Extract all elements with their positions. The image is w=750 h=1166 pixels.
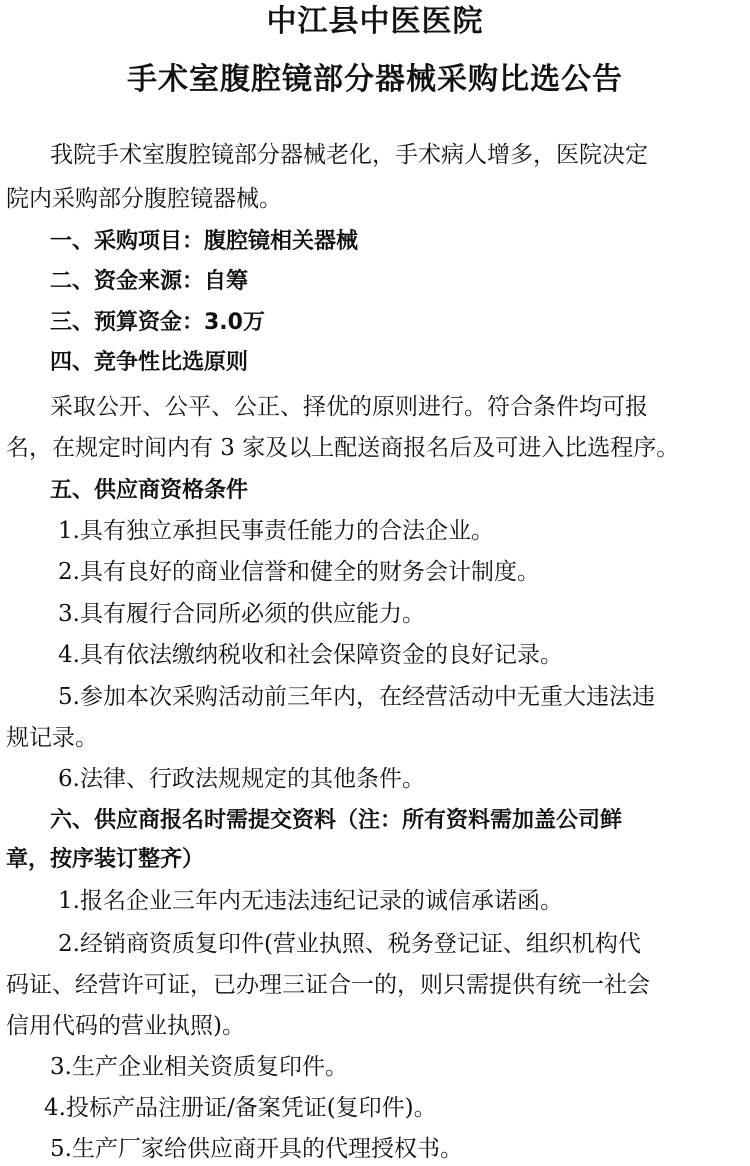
section-5-item-3: 3.具有履行合同所必须的供应能力。 <box>58 601 425 627</box>
section-6-item-3: 3.生产企业相关资质复印件。 <box>50 1054 348 1080</box>
section-4-heading: 四、竞争性比选原则 <box>50 350 249 375</box>
section-6-item-4: 4.投标产品注册证/备案凭证(复印件)。 <box>44 1095 437 1121</box>
section-5-item-2: 2.具有良好的商业信誉和健全的财务会计制度。 <box>58 559 540 585</box>
section-6-item-2-line-2: 码证、经营许可证，已办理三证合一的，则只需提供有统一社会 <box>6 972 650 998</box>
intro-line-2: 院内采购部分腹腔镜器械。 <box>6 186 282 212</box>
section-3-budget: 三、预算资金：3.0万 <box>50 310 265 335</box>
section-6-item-5: 5.生产厂家给供应商开具的代理授权书。 <box>50 1136 463 1162</box>
section-6-item-2-line-3: 信用代码的营业执照)。 <box>6 1013 245 1039</box>
announcement-title: 手术室腹腔镜部分器械采购比选公告 <box>127 62 623 97</box>
section-5-item-4: 4.具有依法缴纳税收和社会保障资金的良好记录。 <box>58 642 563 668</box>
section-2-fund-source: 二、资金来源：自筹 <box>50 269 249 294</box>
section-5-heading: 五、供应商资格条件 <box>50 478 249 503</box>
section-5-item-1: 1.具有独立承担民事责任能力的合法企业。 <box>58 518 494 544</box>
section-6-heading-line-2: 章，按序装订整齐） <box>6 847 205 872</box>
section-5-item-5-line-2: 规记录。 <box>6 725 98 751</box>
section-6-item-1: 1.报名企业三年内无违法违纪记录的诚信承诺函。 <box>58 888 563 914</box>
section-6-heading-line-1: 六、供应商报名时需提交资料（注：所有资料需加盖公司鲜 <box>50 808 623 833</box>
intro-line-1: 我院手术室腹腔镜部分器械老化，手术病人增多，医院决定 <box>50 142 648 168</box>
section-5-item-5-line-1: 5.参加本次采购活动前三年内，在经营活动中无重大违法违 <box>58 684 655 710</box>
section-5-item-6: 6.法律、行政法规规定的其他条件。 <box>58 766 425 792</box>
section-4-line-1: 采取公开、公平、公正、择优的原则进行。符合条件均可报 <box>50 394 648 420</box>
hospital-name-title: 中江县中医医院 <box>266 4 484 39</box>
section-4-line-2: 名，在规定时间内有 3 家及以上配送商报名后及可进入比选程序。 <box>6 435 680 461</box>
section-1-purchase-item: 一、采购项目：腹腔镜相关器械 <box>50 229 359 254</box>
section-6-item-2-line-1: 2.经销商资质复印件(营业执照、税务登记证、组织机构代 <box>58 931 641 957</box>
